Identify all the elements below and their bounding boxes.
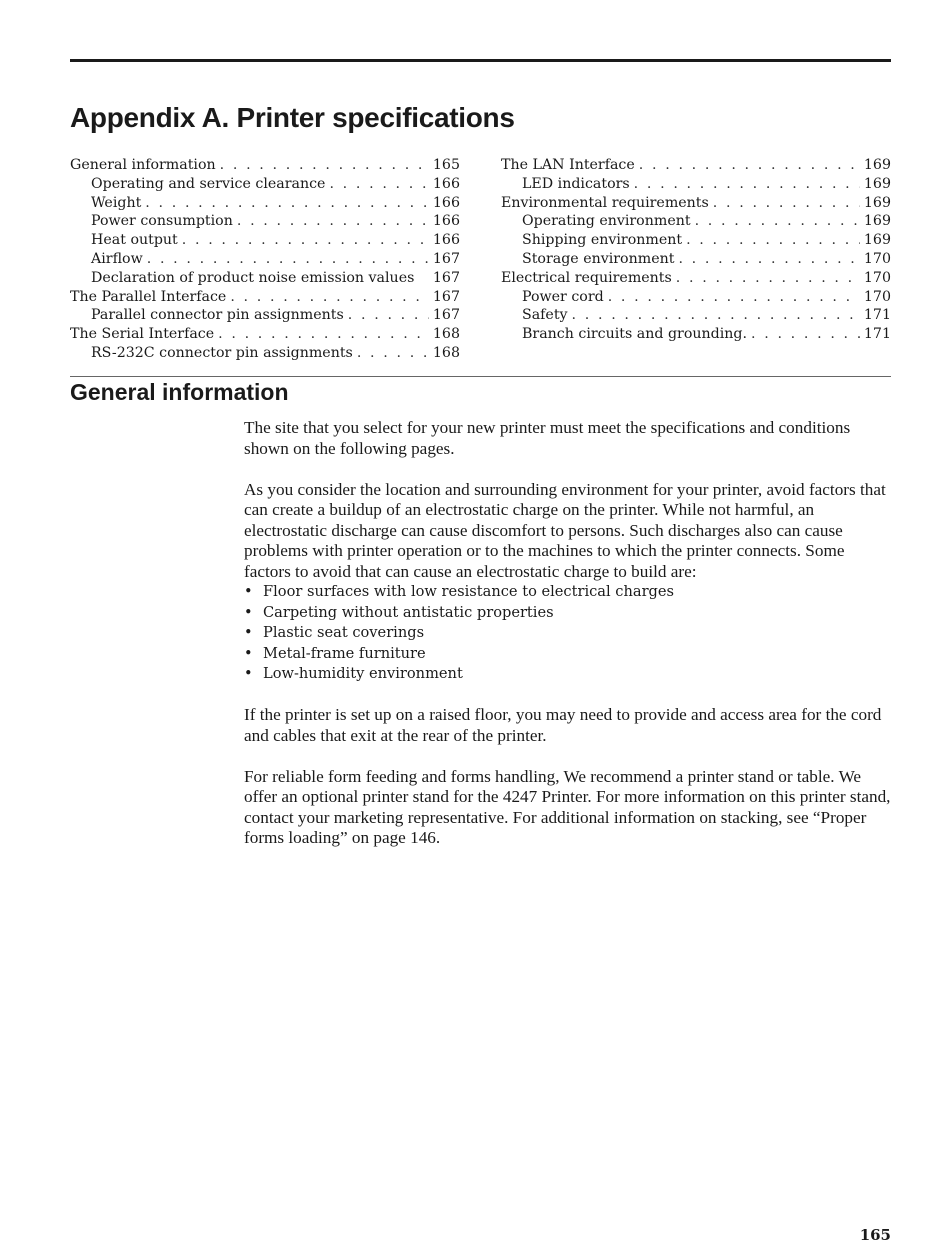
toc-left-column <box>70 156 460 363</box>
toc-entry-label: Shipping environment <box>522 232 683 249</box>
dot-leader <box>147 250 429 269</box>
toc-entry-page: 171 <box>863 307 891 324</box>
toc-entry[interactable] <box>501 306 891 325</box>
dot-leader <box>676 269 860 288</box>
toc-entry-label: The LAN Interface <box>501 157 635 173</box>
toc-entry-page: 168 <box>432 326 460 343</box>
dot-leader <box>686 231 860 250</box>
dot-leader <box>695 212 860 231</box>
dot-leader <box>639 156 860 175</box>
toc-entry-page: 166 <box>432 232 460 249</box>
toc-entry-page: 166 <box>432 213 460 230</box>
toc-entry-page: 167 <box>432 288 460 305</box>
toc-entry[interactable] <box>501 194 891 213</box>
toc-entry-label: Power consumption <box>91 213 233 230</box>
toc-entry[interactable] <box>70 212 460 231</box>
toc-entry-label: Electrical requirements <box>501 269 672 286</box>
toc-entry-page: 169 <box>863 157 891 173</box>
dot-leader <box>182 231 429 250</box>
toc-entry[interactable] <box>70 231 460 250</box>
list-item <box>244 603 894 624</box>
toc-entry[interactable] <box>70 250 460 269</box>
bullet-icon: • <box>244 665 253 682</box>
dot-leader <box>237 212 429 231</box>
appendix-title: Appendix A. Printer specifications <box>70 102 515 133</box>
toc-entry-label: Weight <box>91 194 142 211</box>
toc-entry[interactable] <box>501 212 891 231</box>
toc-entry[interactable] <box>501 231 891 250</box>
toc-entry[interactable] <box>70 194 460 213</box>
toc-entry-label: Storage environment <box>522 250 675 267</box>
list-item <box>244 623 894 644</box>
toc-entry-label: LED indicators <box>522 175 630 192</box>
toc-entry-label: General information <box>70 157 216 173</box>
toc-entry-label: Airflow <box>91 250 143 267</box>
dot-leader <box>572 306 860 325</box>
toc-entry[interactable] <box>501 175 891 194</box>
section-rule <box>70 376 891 377</box>
toc-entry-page: 169 <box>863 232 891 249</box>
list-item-text: Plastic seat coverings <box>263 624 425 641</box>
toc-entry[interactable] <box>70 325 460 344</box>
dot-leader <box>230 288 429 307</box>
toc-entry-page: 165 <box>432 157 460 173</box>
toc-entry-page: 169 <box>863 213 891 230</box>
toc-entry[interactable] <box>70 175 460 194</box>
toc-entry-page: 167 <box>432 269 460 286</box>
toc-entry-page: 170 <box>863 288 891 305</box>
dot-leader <box>678 250 859 269</box>
toc-entry-label: Environmental requirements <box>501 194 709 211</box>
list-item-text: Metal-frame furniture <box>263 644 426 662</box>
toc-entry[interactable] <box>501 288 891 307</box>
dot-leader <box>220 156 429 175</box>
toc-entry-label: Safety <box>522 307 568 324</box>
bullet-icon: • <box>244 603 253 621</box>
electrostatic-factors-list <box>244 582 894 685</box>
toc-entry-page: 166 <box>432 175 460 192</box>
paragraph-raised-floor: If the printer is set up on a raised floor, you may need to provide and access area for the cord and cables that exit at the rear of the printer. <box>244 705 882 745</box>
toc-entry-page: 167 <box>432 307 460 324</box>
top-rule <box>70 59 891 62</box>
dot-leader <box>634 175 860 194</box>
toc-entry-page: 170 <box>863 269 891 286</box>
bullet-icon: • <box>244 624 253 641</box>
list-item <box>244 582 894 603</box>
toc-entry[interactable] <box>70 306 460 325</box>
toc-entry-label: Heat output <box>91 232 178 249</box>
toc-entry[interactable] <box>501 325 891 344</box>
section-body <box>244 418 894 869</box>
toc-entry[interactable] <box>501 269 891 288</box>
toc-entry-label: Power cord <box>522 288 604 305</box>
toc-entry-label: Operating and service clearance <box>91 175 326 192</box>
toc-entry-label: RS-232C connector pin assignments <box>91 344 353 361</box>
toc-entry[interactable] <box>501 156 891 175</box>
section-title: General information <box>70 379 289 405</box>
dot-leader <box>348 306 429 325</box>
toc-entry-page: 169 <box>863 194 891 211</box>
toc-entry[interactable] <box>70 269 460 288</box>
paragraph-printer-stand: For reliable form feeding and forms handling, We recommend a printer stand or table. We offer an optional printer stand for the 4247 Printer. For more information on this printer stand, contact your marketing representative. For additional information on stacking, see “Proper forms loading” on page 146. <box>244 766 891 847</box>
dot-leader <box>329 175 428 194</box>
toc-entry-label: Branch circuits and grounding. <box>522 326 747 343</box>
toc-entry-page: 166 <box>432 194 460 211</box>
toc-entry[interactable] <box>70 156 460 175</box>
toc-entry-page: 168 <box>432 344 460 361</box>
dot-leader <box>218 325 429 344</box>
paragraph-intro: The site that you select for your new printer must meet the specifications and conditions shown on the following pages. <box>244 418 851 458</box>
toc-entry-label: The Parallel Interface <box>70 288 227 305</box>
toc-entry-page: 169 <box>863 175 891 192</box>
dot-leader <box>713 194 860 213</box>
page-number: 165 <box>859 1226 891 1244</box>
dot-leader <box>357 344 429 363</box>
toc-entry-label: The Serial Interface <box>70 326 215 343</box>
toc-entry-label: Parallel connector pin assignments <box>91 307 344 324</box>
toc-entry[interactable] <box>70 344 460 363</box>
toc-entry-page: 171 <box>863 326 891 343</box>
paragraph-electrostatic: As you consider the location and surrounding environment for your printer, avoid factors that can create a buildup of an electrostatic charge on the printer. While not harmful, an electrostatic discharge can cause discomfort to persons. Such discharges also can cause problems with printer operation or to the machines to which the printer connects. Some factors to avoid that can cause an electrostatic charge to build are: <box>244 479 886 581</box>
toc-entry-label: Declaration of product noise emission values <box>91 269 415 286</box>
dot-leader <box>608 288 860 307</box>
list-item-text: Carpeting without antistatic properties <box>263 603 554 621</box>
list-item-text: Floor surfaces with low resistance to electrical charges <box>263 583 675 600</box>
list-item-text: Low-humidity environment <box>263 665 463 682</box>
toc-entry-page: 167 <box>432 250 460 267</box>
toc-entry[interactable] <box>70 288 460 307</box>
toc-entry-label: Operating environment <box>522 213 691 230</box>
bullet-icon: • <box>244 583 253 600</box>
toc-entry-page: 170 <box>863 250 891 267</box>
toc-entry[interactable] <box>501 250 891 269</box>
dot-leader <box>145 194 429 213</box>
dot-leader <box>751 325 860 344</box>
toc-right-column <box>501 156 891 344</box>
bullet-icon: • <box>244 644 253 662</box>
list-item <box>244 644 894 665</box>
list-item <box>244 664 894 685</box>
